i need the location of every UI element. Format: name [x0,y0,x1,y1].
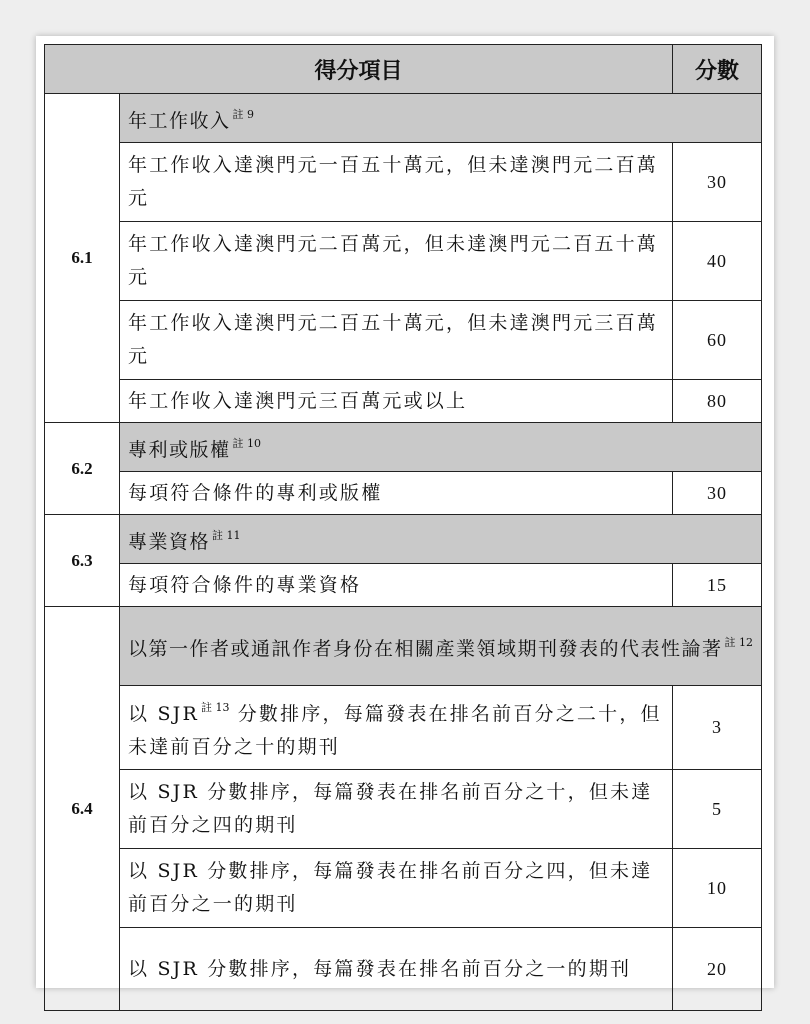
section-number: 6.1 [45,94,120,423]
table-header-row [45,45,762,94]
section-title-row [45,94,762,143]
section-number: 6.4 [45,607,120,1011]
item-header: 得分項目 [45,45,673,94]
item-text: 年工作收入達澳門元二百五十萬元，但未達澳門元三百萬元 [120,301,673,380]
footnote-ref: 註 13 [200,701,230,714]
item-score: 5 [673,770,762,849]
item-text: 以 SJR 分數排序，每篇發表在排名前百分之四，但未達前百分之一的期刊 [120,849,673,928]
item-score: 10 [673,849,762,928]
section-number: 6.2 [45,423,120,515]
footnote-ref: 註 12 [724,636,754,649]
table-row [45,222,762,301]
section-title: 以第一作者或通訊作者身份在相關產業領域期刊發表的代表性論著 $^{註 12}$ [120,607,762,686]
item-score: 3 [673,686,762,770]
item-score: 60 [673,301,762,380]
table-row [45,380,762,423]
item-text: 以 SJR 分數排序，每篇發表在排名前百分之一的期刊 [120,928,673,1011]
item-text: 年工作收入達澳門元一百五十萬元，但未達澳門元二百萬元 [120,143,673,222]
table-row [45,143,762,222]
item-score: 30 [673,472,762,515]
table-row [45,770,762,849]
scoring-table [44,44,762,1011]
item-score: 15 [673,564,762,607]
item-score: 40 [673,222,762,301]
table-row [45,564,762,607]
item-score: 30 [673,143,762,222]
item-text: 以 SJR $^{註 13}$ 分數排序，每篇發表在排名前百分之二十，但未達前百分之十的期刊 [120,686,673,770]
section-title-row [45,607,762,686]
section-title-row [45,515,762,564]
item-text: 以 SJR 分數排序，每篇發表在排名前百分之十，但未達前百分之四的期刊 [120,770,673,849]
section-title: 專利或版權 $^{註 10}$ [120,423,762,472]
item-text: 每項符合條件的專利或版權 [120,472,673,515]
section-title: 專業資格 $^{註 11}$ [120,515,762,564]
table-row [45,301,762,380]
section-title-row [45,423,762,472]
score-header: 分數 [673,45,762,94]
footnote-ref: 註 10 [232,437,262,450]
footnote-ref: 註 9 [232,108,255,121]
item-text: 年工作收入達澳門元二百萬元，但未達澳門元二百五十萬元 [120,222,673,301]
item-score: 80 [673,380,762,423]
item-text: 年工作收入達澳門元三百萬元或以上 [120,380,673,423]
section-title: 年工作收入 $^{註 9}$ [120,94,762,143]
document-page [36,36,774,988]
table-row [45,849,762,928]
section-number: 6.3 [45,515,120,607]
item-score: 20 [673,928,762,1011]
table-row [45,472,762,515]
item-text: 每項符合條件的專業資格 [120,564,673,607]
footnote-ref: 註 11 [212,529,241,542]
table-row [45,928,762,1011]
table-row [45,686,762,770]
